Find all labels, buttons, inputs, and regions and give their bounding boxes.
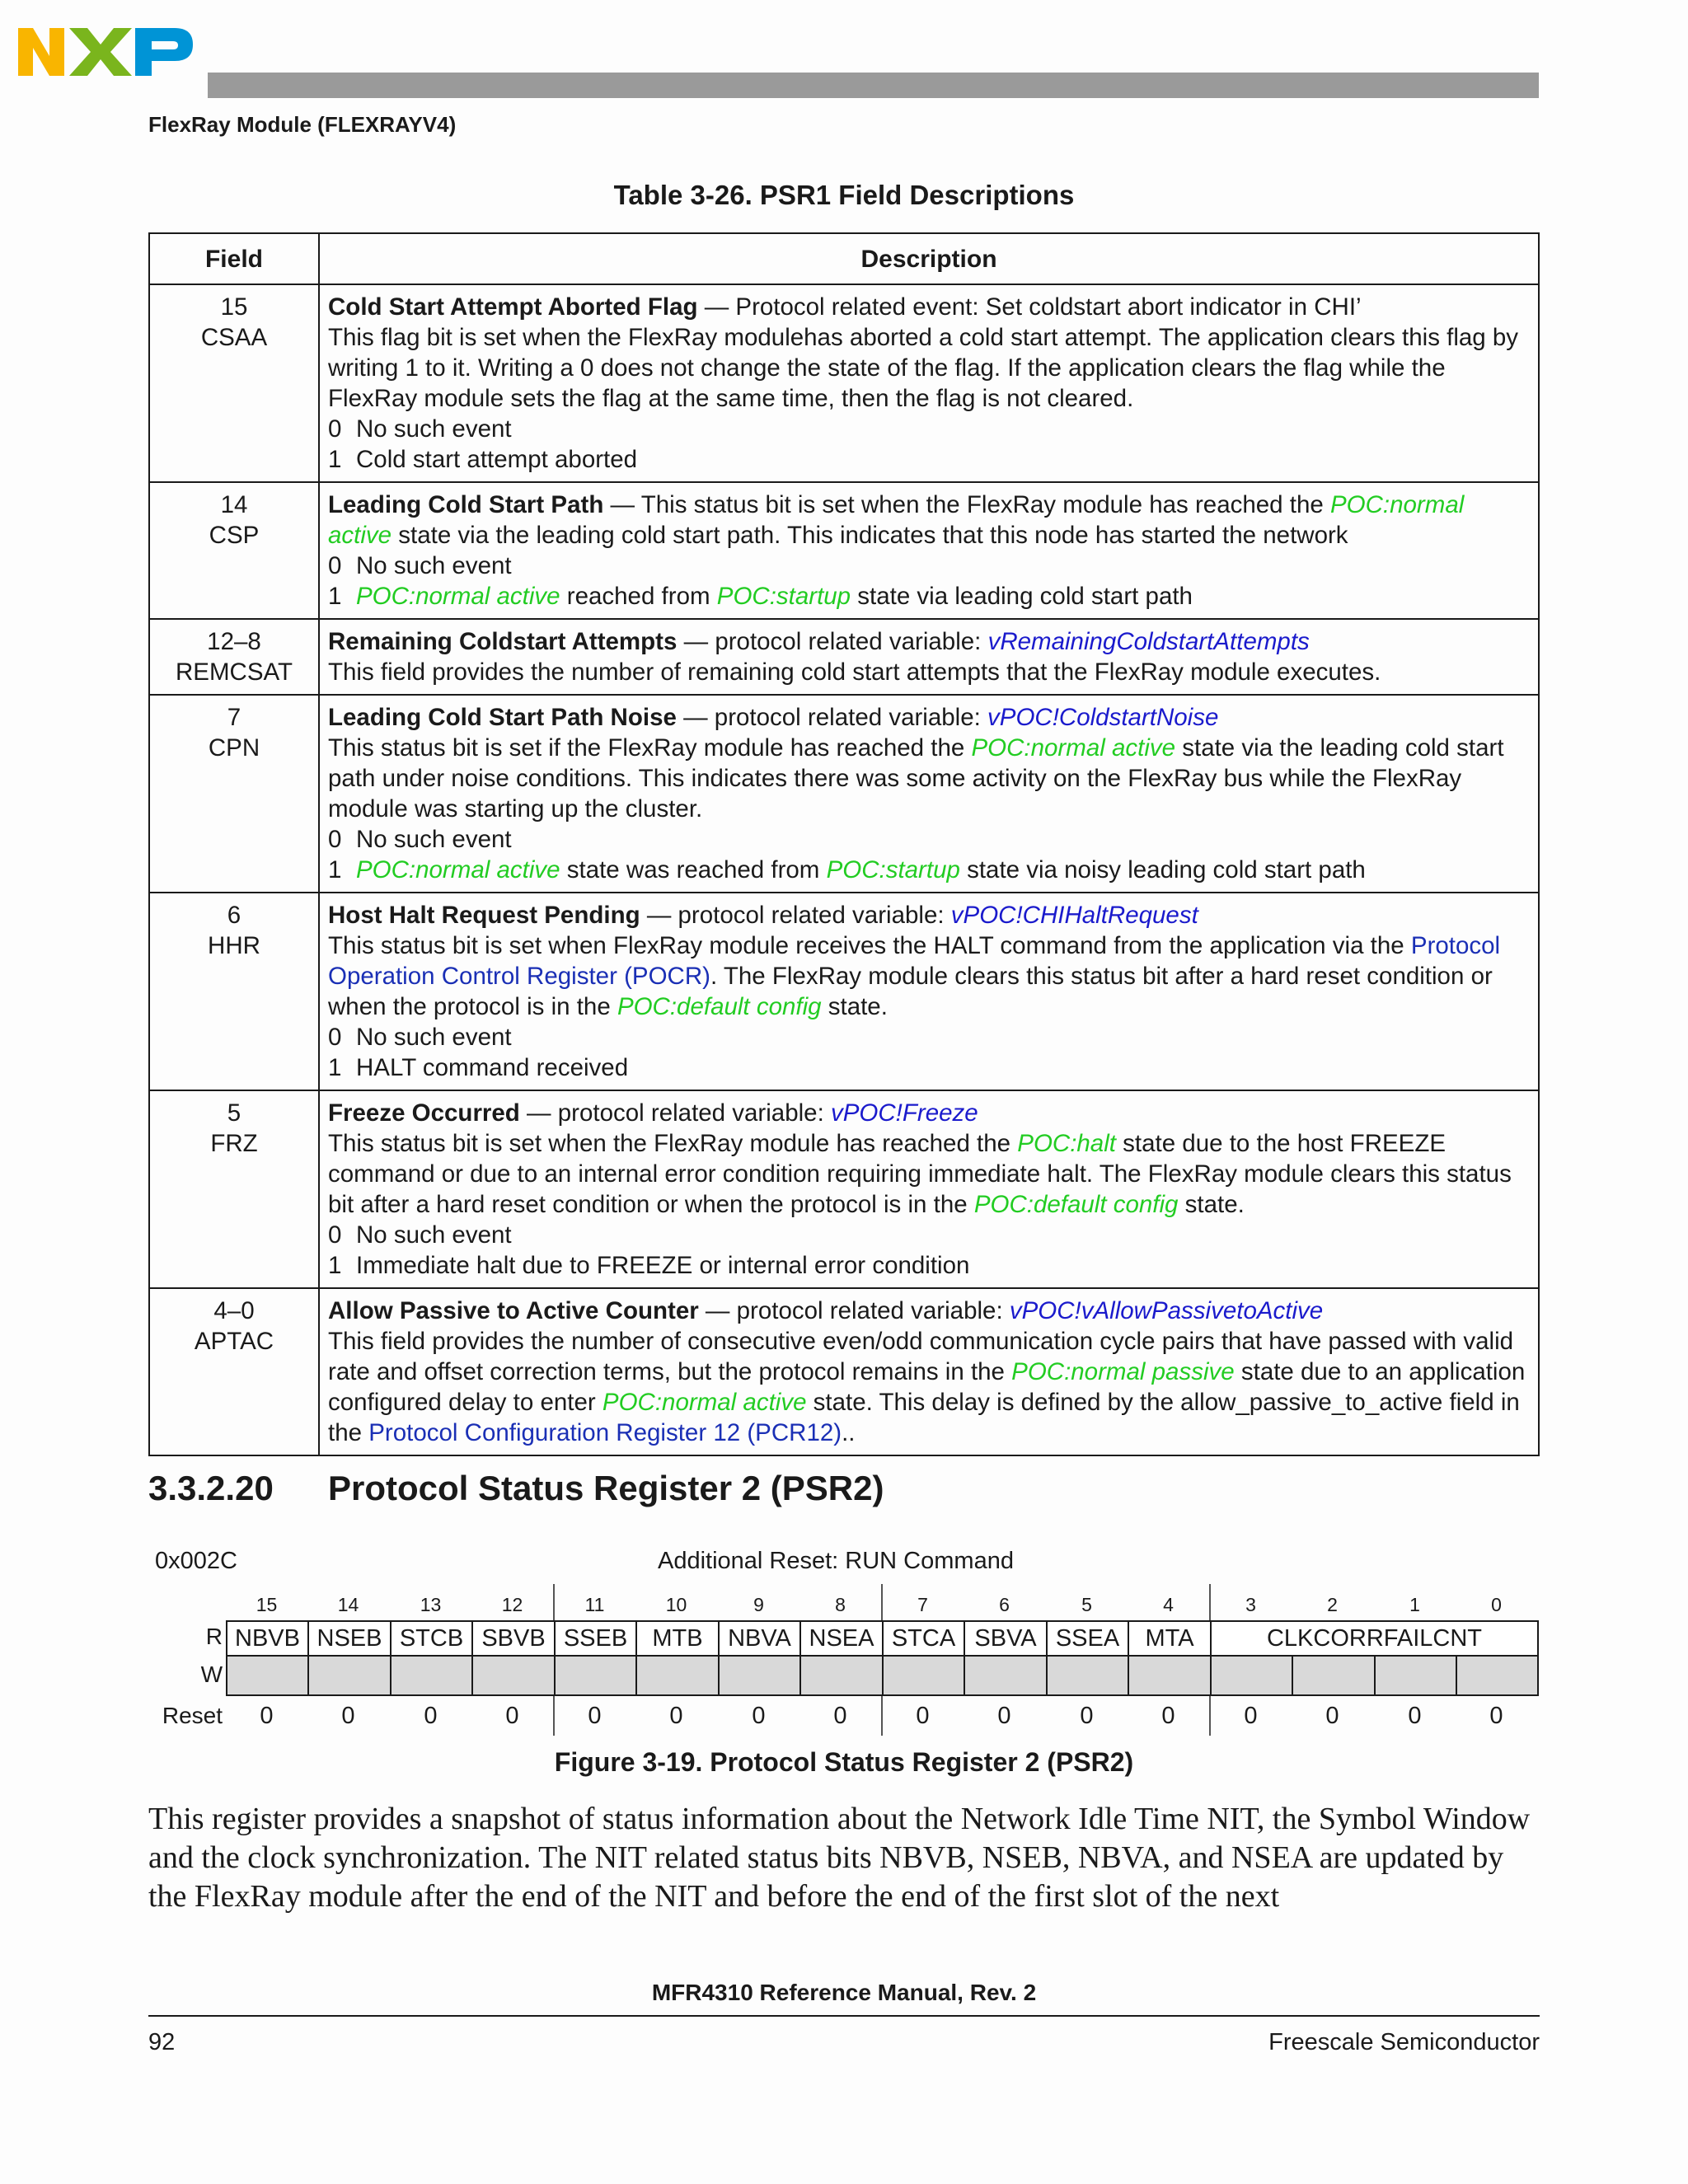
table-row bbox=[149, 1288, 1539, 1455]
bit-number: 5 bbox=[1081, 1594, 1092, 1615]
register-field: NBVA bbox=[718, 1620, 801, 1657]
section-title: Protocol Status Register 2 (PSR2) bbox=[328, 1469, 884, 1507]
register-field: SSEA bbox=[1046, 1620, 1129, 1657]
field-bits: 6 bbox=[227, 902, 241, 929]
register-reset-note: Additional Reset: RUN Command bbox=[658, 1548, 1014, 1574]
protocol-variable: vPOC!Freeze bbox=[830, 1099, 978, 1127]
bit-number: 2 bbox=[1327, 1594, 1338, 1615]
reset-value: 0 bbox=[1489, 1703, 1503, 1729]
description-cell bbox=[319, 893, 1539, 1090]
field-bits: 14 bbox=[220, 491, 248, 518]
pocr-register-link[interactable]: Protocol Operation Control Register (POCR) bbox=[328, 932, 1501, 990]
register-field: SBVA bbox=[964, 1620, 1048, 1657]
field-descriptions-table bbox=[148, 232, 1540, 1456]
description-cell bbox=[319, 619, 1539, 695]
option-0: 0 No such event bbox=[328, 1024, 512, 1051]
field-bits: 12–8 bbox=[207, 628, 261, 655]
row-label-reset: Reset bbox=[162, 1703, 223, 1728]
write-cell bbox=[1128, 1657, 1212, 1696]
write-cell bbox=[1456, 1657, 1539, 1696]
write-cell bbox=[1210, 1657, 1293, 1696]
description-text: This status bit is set when FlexRay module receives the HALT command from the application via the Protocol Operation Control Register (POCR). The FlexRay module clears this status bit after a hard reset condition or when the protocol is in the POC:default config state. bbox=[328, 932, 1501, 1020]
nxp-logo bbox=[18, 23, 193, 81]
field-cell bbox=[149, 695, 319, 893]
register-field: NSEB bbox=[307, 1620, 392, 1657]
reset-value: 0 bbox=[1080, 1703, 1094, 1729]
option-1: 1 Immediate halt due to FREEZE or internal error condition bbox=[328, 1252, 970, 1279]
description-cell bbox=[319, 1288, 1539, 1455]
row-label-read: R bbox=[205, 1624, 223, 1649]
bit-number: 4 bbox=[1163, 1594, 1174, 1615]
field-name: HHR bbox=[208, 932, 260, 959]
description-text: This status bit is set if the FlexRay module has reached the POC:normal active state via the leading cold start path under noise conditions. This indicates there was some activity on the FlexRay bus while the FlexRay module was starting up the cluster. bbox=[328, 734, 1504, 823]
table-row bbox=[149, 893, 1539, 1090]
write-cell bbox=[390, 1657, 473, 1696]
section-heading bbox=[148, 1469, 884, 1508]
register-field: SSEB bbox=[554, 1620, 637, 1657]
write-cell bbox=[554, 1657, 637, 1696]
reset-value: 0 bbox=[1325, 1703, 1339, 1729]
table-row bbox=[149, 619, 1539, 695]
bit-number: 15 bbox=[256, 1594, 278, 1615]
option-0: 0 No such event bbox=[328, 415, 512, 443]
register-field: SBVB bbox=[471, 1620, 556, 1657]
field-bits: 15 bbox=[220, 293, 248, 321]
field-name: REMCSAT bbox=[175, 658, 293, 686]
reset-value: 0 bbox=[588, 1703, 602, 1729]
option-0: 0 No such event bbox=[328, 826, 512, 853]
field-cell bbox=[149, 619, 319, 695]
field-cell bbox=[149, 1288, 319, 1455]
reset-value: 0 bbox=[669, 1703, 683, 1729]
option-0: 0 No such event bbox=[328, 1221, 512, 1249]
table-row bbox=[149, 482, 1539, 619]
write-cell bbox=[799, 1657, 884, 1696]
description-text: This field provides the number of remaining cold start attempts that the FlexRay module executes. bbox=[328, 658, 1381, 686]
table-header-row bbox=[149, 233, 1539, 284]
option-0: 0 No such event bbox=[328, 552, 512, 579]
bit-number: 8 bbox=[835, 1594, 846, 1615]
figure-caption: Figure 3-19. Protocol Status Register 2 (PSR2) bbox=[554, 1747, 1134, 1777]
field-name: APTAC bbox=[194, 1328, 274, 1355]
bit-number: 14 bbox=[337, 1594, 359, 1615]
bit-number: 13 bbox=[420, 1594, 442, 1615]
register-field: STCA bbox=[882, 1620, 965, 1657]
register-address: 0x002C bbox=[155, 1548, 237, 1574]
register-field: NBVB bbox=[226, 1620, 309, 1657]
protocol-variable: vPOC!CHIHaltRequest bbox=[950, 902, 1198, 929]
option-1: 1 Cold start attempt aborted bbox=[328, 446, 638, 473]
bit-number: 9 bbox=[753, 1594, 764, 1615]
protocol-variable: vRemainingColdstartAttempts bbox=[987, 628, 1310, 655]
module-title: FlexRay Module (FLEXRAYV4) bbox=[148, 112, 457, 137]
write-cell bbox=[1046, 1657, 1129, 1696]
write-cell bbox=[718, 1657, 801, 1696]
reset-value: 0 bbox=[341, 1703, 355, 1729]
pcr12-register-link[interactable]: Protocol Configuration Register 12 (PCR12) bbox=[368, 1419, 842, 1446]
body-paragraph: This register provides a snapshot of status information about the Network Idle Time NIT, the Symbol Window and the clock synchronization. The NIT related status bits NBVB, NSEB, NBVA, and NSEA are updated by the FlexRay module after the end of the NIT and before the end of the first slot of the next bbox=[148, 1802, 1531, 1914]
footer-manual-title: MFR4310 Reference Manual, Rev. 2 bbox=[651, 1980, 1037, 2005]
field-name: FRZ bbox=[210, 1130, 258, 1157]
poc-state-link: POC:normal active bbox=[328, 491, 1465, 549]
reset-value: 0 bbox=[1161, 1703, 1175, 1729]
field-cell bbox=[149, 893, 319, 1090]
reset-value: 0 bbox=[752, 1703, 766, 1729]
register-field: NSEA bbox=[799, 1620, 884, 1657]
footer-company: Freescale Semiconductor bbox=[1268, 2029, 1540, 2055]
field-name: CSP bbox=[209, 522, 260, 549]
field-name: CPN bbox=[208, 734, 260, 762]
field-cell bbox=[149, 284, 319, 482]
row-label-write: W bbox=[200, 1661, 223, 1687]
table-row bbox=[149, 695, 1539, 893]
register-field: MTB bbox=[635, 1620, 720, 1657]
description-cell bbox=[319, 284, 1539, 482]
description-title: Remaining Coldstart Attempts — protocol related variable: vRemainingColdstartAttempts bbox=[328, 628, 1310, 655]
reset-value: 0 bbox=[424, 1703, 438, 1729]
bit-number: 3 bbox=[1245, 1594, 1256, 1615]
bit-number: 7 bbox=[917, 1594, 928, 1615]
bit-number: 0 bbox=[1491, 1594, 1502, 1615]
reset-value: 0 bbox=[505, 1703, 519, 1729]
option-1: 1 POC:normal active state was reached from POC:startup state via noisy leading cold start path bbox=[328, 856, 1366, 883]
table-caption: Table 3-26. PSR1 Field Descriptions bbox=[613, 180, 1075, 210]
reset-value: 0 bbox=[833, 1703, 847, 1729]
column-header-field: Field bbox=[149, 233, 319, 284]
register-field: MTA bbox=[1128, 1620, 1212, 1657]
table-row bbox=[149, 284, 1539, 482]
reset-value: 0 bbox=[260, 1703, 274, 1729]
bit-number: 6 bbox=[999, 1594, 1010, 1615]
register-field-wide: CLKCORRFAILCNT bbox=[1210, 1620, 1539, 1657]
reset-value: 0 bbox=[1408, 1703, 1422, 1729]
write-cell bbox=[964, 1657, 1048, 1696]
header-bar bbox=[208, 73, 1539, 98]
option-1: 1 POC:normal active reached from POC:startup state via leading cold start path bbox=[328, 583, 1193, 610]
field-bits: 4–0 bbox=[213, 1297, 255, 1324]
field-bits: 7 bbox=[227, 704, 241, 731]
field-bits: 5 bbox=[227, 1099, 241, 1127]
bit-number: 11 bbox=[584, 1594, 605, 1615]
reset-value: 0 bbox=[1244, 1703, 1258, 1729]
register-field: STCB bbox=[390, 1620, 473, 1657]
table-row bbox=[149, 1090, 1539, 1288]
description-title: Leading Cold Start Path Noise — protocol related variable: vPOC!ColdstartNoise bbox=[328, 704, 1219, 731]
protocol-variable: vPOC!vAllowPassivetoActive bbox=[1009, 1297, 1324, 1324]
description-title: Leading Cold Start Path — This status bit is set when the FlexRay module has reached the POC:normal active state via the leading cold start path. This indicates that this node has started the network bbox=[328, 491, 1465, 549]
description-cell bbox=[319, 695, 1539, 893]
write-cell bbox=[471, 1657, 556, 1696]
description-text: This flag bit is set when the FlexRay modulehas aborted a cold start attempt. The application clears this flag by writing 1 to it. Writing a 0 does not change the state of the flag. If the application clears the flag while the FlexRay module sets the flag at the same time, then the flag is not cleared. bbox=[328, 324, 1519, 412]
bit-number: 10 bbox=[665, 1594, 687, 1615]
description-title: Allow Passive to Active Counter — protocol related variable: vPOC!vAllowPassivetoActive bbox=[328, 1297, 1324, 1324]
field-cell bbox=[149, 482, 319, 619]
description-title: Host Halt Request Pending — protocol related variable: vPOC!CHIHaltRequest bbox=[328, 902, 1198, 929]
footer-divider bbox=[148, 2015, 1540, 2017]
bit-number: 12 bbox=[501, 1594, 523, 1615]
column-header-description: Description bbox=[319, 233, 1539, 284]
write-cell bbox=[1374, 1657, 1457, 1696]
description-cell bbox=[319, 1090, 1539, 1288]
protocol-variable: vPOC!ColdstartNoise bbox=[987, 704, 1219, 731]
description-text: This field provides the number of consecutive even/odd communication cycle pairs that have passed with valid rate and offset correction terms, but the protocol remains in the POC:normal passive state due to an application configured delay to enter POC:normal active state. This delay is defined by the allow_passive_to_active field in the Protocol Configuration Register 12 (PCR12).. bbox=[328, 1328, 1526, 1446]
field-name: CSAA bbox=[200, 324, 268, 351]
write-cell bbox=[882, 1657, 965, 1696]
option-1: 1 HALT command received bbox=[328, 1054, 629, 1081]
page-number: 92 bbox=[148, 2029, 176, 2055]
reset-value: 0 bbox=[997, 1703, 1011, 1729]
write-cell bbox=[1292, 1657, 1376, 1696]
description-cell bbox=[319, 482, 1539, 619]
reset-value: 0 bbox=[916, 1703, 930, 1729]
write-cell bbox=[226, 1657, 309, 1696]
field-cell bbox=[149, 1090, 319, 1288]
description-title: Cold Start Attempt Aborted Flag — Protocol related event: Set coldstart abort indicator in CHI’ bbox=[328, 293, 1362, 321]
section-number: 3.3.2.20 bbox=[148, 1469, 274, 1507]
description-title: Freeze Occurred — protocol related variable: vPOC!Freeze bbox=[328, 1099, 978, 1127]
write-cell bbox=[635, 1657, 720, 1696]
bit-number: 1 bbox=[1409, 1594, 1420, 1615]
write-cell bbox=[307, 1657, 392, 1696]
description-text: This status bit is set when the FlexRay module has reached the POC:halt state due to the host FREEZE command or due to an internal error condition requiring immediate halt. The FlexRay module clears this status bit after a hard reset condition or when the protocol is in the POC:default config state. bbox=[328, 1130, 1512, 1218]
